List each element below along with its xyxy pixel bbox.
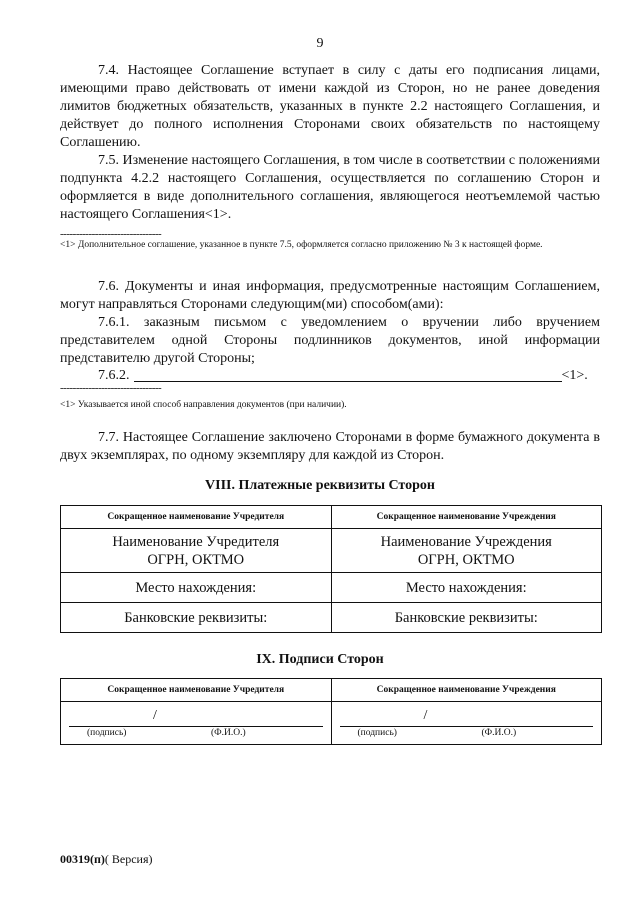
institution-name: Наименование Учреждения bbox=[380, 533, 552, 550]
institution-name-label: (Ф.И.О.) bbox=[481, 728, 517, 738]
founder-location: Место нахождения: bbox=[61, 573, 332, 603]
founder-ogrn: ОГРН, ОКТМО bbox=[147, 551, 245, 568]
version-code: 00319(п) bbox=[60, 852, 105, 866]
founder-name-cell bbox=[61, 529, 332, 573]
footnote-separator-2: -------------------------------- bbox=[60, 382, 162, 394]
institution-sign-label: (подпись) bbox=[357, 728, 397, 738]
institution-sign-header: Сокращенное наименование Учреждения bbox=[331, 679, 602, 702]
paragraph-7-6: 7.6. Документы и иная информация, предусмотренные настоящим Соглашением, могут направляться Сторонами следующим(ми) способом(ами): bbox=[60, 279, 600, 312]
institution-signature-line[interactable] bbox=[340, 714, 594, 727]
paragraph-7-5: 7.5. Изменение настоящего Соглашения, в том числе в соответствии с положениями подпункта 4.2.2 настоящего Соглашения, осуществляется по соглашению Сторон и оформляется в виде дополнительного соглашения, являющегося неотъемлемой частью настоящего Соглашения<1>. bbox=[60, 153, 600, 222]
founder-signature-cell[interactable] bbox=[61, 702, 332, 745]
founder-bank-details: Банковские реквизиты: bbox=[61, 603, 332, 633]
founder-name-label: (Ф.И.О.) bbox=[211, 728, 246, 738]
institution-name-cell bbox=[331, 529, 602, 573]
institution-signature-slash: / bbox=[423, 708, 428, 723]
version-text: ( Версия) bbox=[104, 852, 153, 866]
institution-signature-cell[interactable] bbox=[331, 702, 602, 745]
version-footer bbox=[60, 852, 153, 867]
institution-bank-details: Банковские реквизиты: bbox=[331, 603, 602, 633]
paragraph-7-6-2-label: 7.6.2. bbox=[98, 368, 130, 383]
institution-location: Место нахождения: bbox=[331, 573, 602, 603]
institution-ogrn: ОГРН, ОКТМО bbox=[417, 551, 515, 568]
payment-details-table bbox=[60, 505, 602, 633]
paragraph-7-7: 7.7. Настоящее Соглашение заключено Сторонами в форме бумажного документа в двух экземплярах, по одному экземпляру для каждой из Сторон. bbox=[60, 430, 600, 463]
institution-header: Сокращенное наименование Учреждения bbox=[331, 506, 602, 529]
founder-sign-header: Сокращенное наименование Учредителя bbox=[61, 679, 332, 702]
section-9-title: IX. Подписи Сторон bbox=[256, 652, 384, 667]
footnote-separator: -------------------------------- bbox=[60, 228, 162, 240]
footnote-2: <1> Указывается иной способ направления документов (при наличии). bbox=[60, 400, 347, 410]
signatures-table bbox=[60, 678, 602, 745]
founder-signature-slash: / bbox=[153, 708, 157, 723]
footnote-1: <1> Дополнительное соглашение, указанное в пункте 7.5, оформляется согласно приложению № 3 к настоящей форме. bbox=[60, 240, 543, 250]
founder-sign-label: (подпись) bbox=[87, 728, 127, 738]
paragraph-7-6-1: 7.6.1. заказным письмом с уведомлением о вручении либо вручением представителем одной Стороны подлинников документов, иной информации представителю другой Стороны; bbox=[60, 315, 600, 366]
founder-header: Сокращенное наименование Учредителя bbox=[61, 506, 332, 529]
page-number: 9 bbox=[316, 36, 324, 51]
fill-in-line[interactable] bbox=[134, 367, 562, 382]
paragraph-7-4: 7.4. Настоящее Соглашение вступает в силу с даты его подписания лицами, имеющими право действовать от имени каждой из Сторон, но не ранее доведения лимитов бюджетных обязательств, указанных в пункте 2.2 настоящего Соглашения, и действует до полного исполнения Сторонами своих обязательств по настоящему Соглашению. bbox=[60, 63, 600, 150]
founder-name: Наименование Учредителя bbox=[112, 533, 280, 550]
founder-signature-line[interactable] bbox=[69, 714, 323, 727]
paragraph-7-6-2-tail: <1>. bbox=[561, 368, 588, 383]
section-8-title: VIII. Платежные реквизиты Сторон bbox=[205, 478, 435, 493]
